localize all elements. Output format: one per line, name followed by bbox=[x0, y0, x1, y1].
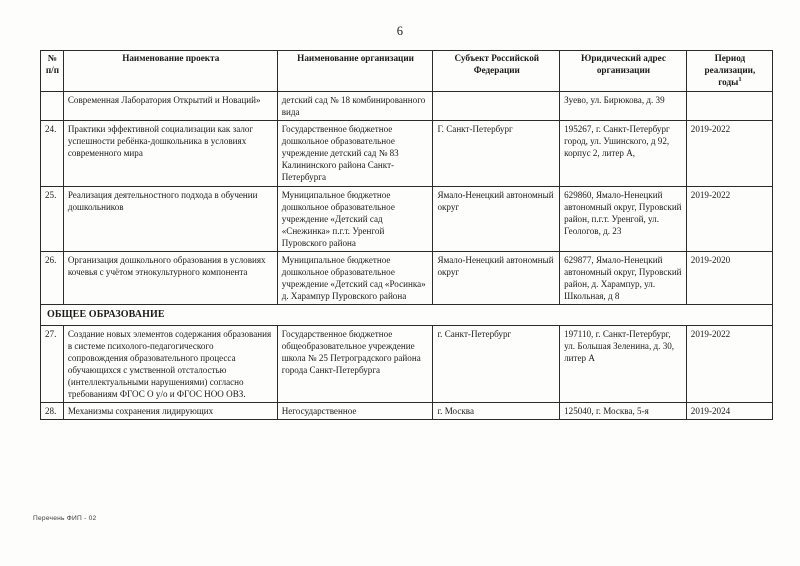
cell-period: 2019-2024 bbox=[686, 403, 772, 420]
table-row bbox=[41, 186, 773, 251]
cell-project: Реализация деятельностного подхода в обучении дошкольников bbox=[63, 186, 277, 251]
cell-period: 2019-2022 bbox=[686, 325, 772, 403]
table-row bbox=[41, 251, 773, 304]
column-header-number bbox=[41, 51, 64, 92]
cell-subject: г. Санкт-Петербург bbox=[433, 325, 560, 403]
column-header-organization: Наименование организации bbox=[277, 51, 433, 92]
table-row bbox=[41, 121, 773, 186]
cell-subject: Г. Санкт-Петербург bbox=[433, 121, 560, 186]
cell-address: Зуево, ул. Бирюкова, д. 39 bbox=[560, 91, 687, 120]
cell-number: 28. bbox=[41, 403, 64, 420]
column-header-subject: Субъект Российской Федерации bbox=[433, 51, 560, 92]
column-header-period-line3 bbox=[691, 77, 769, 89]
cell-organization: Негосударственное bbox=[277, 403, 433, 420]
cell-project: Современная Лаборатория Открытий и Новаций» bbox=[63, 91, 277, 120]
cell-address: 195267, г. Санкт-Петербург город, ул. Ушинского, д 92, корпус 2, литер А, bbox=[560, 121, 687, 186]
page-number: 6 bbox=[396, 24, 404, 38]
section-header-general-education: ОБЩЕЕ ОБРАЗОВАНИЕ bbox=[41, 305, 773, 325]
cell-number bbox=[41, 91, 64, 120]
cell-project: Организация дошкольного образования в условиях кочевья с учётом этнокультурного компонента bbox=[63, 251, 277, 304]
table-header-row bbox=[41, 51, 773, 92]
cell-number: 25. bbox=[41, 186, 64, 251]
cell-period: 2019-2022 bbox=[686, 186, 772, 251]
cell-address: 197110, г. Санкт-Петербург, ул. Большая Зеленина, д. 30, литер А bbox=[560, 325, 687, 403]
table-row bbox=[41, 91, 773, 120]
cell-subject: Ямало-Ненецкий автономный округ bbox=[433, 186, 560, 251]
cell-number: 27. bbox=[41, 325, 64, 403]
cell-project: Создание новых элементов содержания образования в системе психолого-педагогического сопровождения образовательного процесса обучающихся с умственной отсталостью (интеллектуальными нарушениями) согласно требованиям ФГОС О у/о и ФГОС НОО ОВЗ. bbox=[63, 325, 277, 403]
cell-address: 629860, Ямало-Ненецкий автономный округ, Пуровский район, п.г.т. Уренгой, ул. Геологов, д. 23 bbox=[560, 186, 687, 251]
cell-period: 2019-2022 bbox=[686, 121, 772, 186]
table-header bbox=[41, 51, 773, 92]
column-header-number-line1: № bbox=[47, 53, 58, 63]
cell-organization: Государственное бюджетное общеобразовательное учреждение школа № 25 Петроградского района города Санкт-Петербурга bbox=[277, 325, 433, 403]
cell-subject: Ямало-Ненецкий автономный округ bbox=[433, 251, 560, 304]
cell-period bbox=[686, 91, 772, 120]
column-header-period bbox=[686, 51, 772, 92]
column-header-period-line1: Период bbox=[714, 53, 746, 63]
table-section-header-row bbox=[41, 305, 773, 325]
column-header-period-word: годы bbox=[718, 76, 739, 87]
cell-subject: г. Москва bbox=[433, 403, 560, 420]
footer-note: Перечень ФИП - 02 bbox=[33, 515, 97, 522]
cell-address: 629877, Ямало-Ненецкий автономный округ, Пуровский район, д. Харампур, ул. Школьная, д 8 bbox=[560, 251, 687, 304]
cell-number: 26. bbox=[41, 251, 64, 304]
cell-period: 2019-2020 bbox=[686, 251, 772, 304]
cell-number: 24. bbox=[41, 121, 64, 186]
table-row bbox=[41, 325, 773, 403]
cell-subject bbox=[433, 91, 560, 120]
cell-organization: Государственное бюджетное дошкольное образовательное учреждение детский сад № 83 Калининского района Санкт-Петербурга bbox=[277, 121, 433, 186]
cell-address: 125040, г. Москва, 5-я bbox=[560, 403, 687, 420]
table-row bbox=[41, 403, 773, 420]
column-header-period-line2: реализации, bbox=[704, 64, 756, 75]
column-header-address: Юридический адрес организации bbox=[560, 51, 687, 92]
cell-organization: Муниципальное бюджетное дошкольное образовательное учреждение «Детский сад «Росинка» д. Харампур Пуровского района bbox=[277, 251, 433, 304]
cell-project: Механизмы сохранения лидирующих bbox=[63, 403, 277, 420]
cell-project: Практики эффективной социализации как залог успешности ребёнка-дошкольника в условиях современного мира bbox=[63, 121, 277, 186]
column-header-project: Наименование проекта bbox=[63, 51, 277, 92]
column-header-number-line2: п/п bbox=[45, 64, 59, 75]
fip-registry-table bbox=[40, 50, 773, 420]
cell-organization: детский сад № 18 комбинированного вида bbox=[277, 91, 433, 120]
table-body bbox=[41, 91, 773, 419]
cell-organization: Муниципальное бюджетное дошкольное образовательное учреждение «Детский сад «Снежинка» п.г.т. Уренгой Пуровского района bbox=[277, 186, 433, 251]
footnote-marker: 1 bbox=[738, 75, 742, 83]
